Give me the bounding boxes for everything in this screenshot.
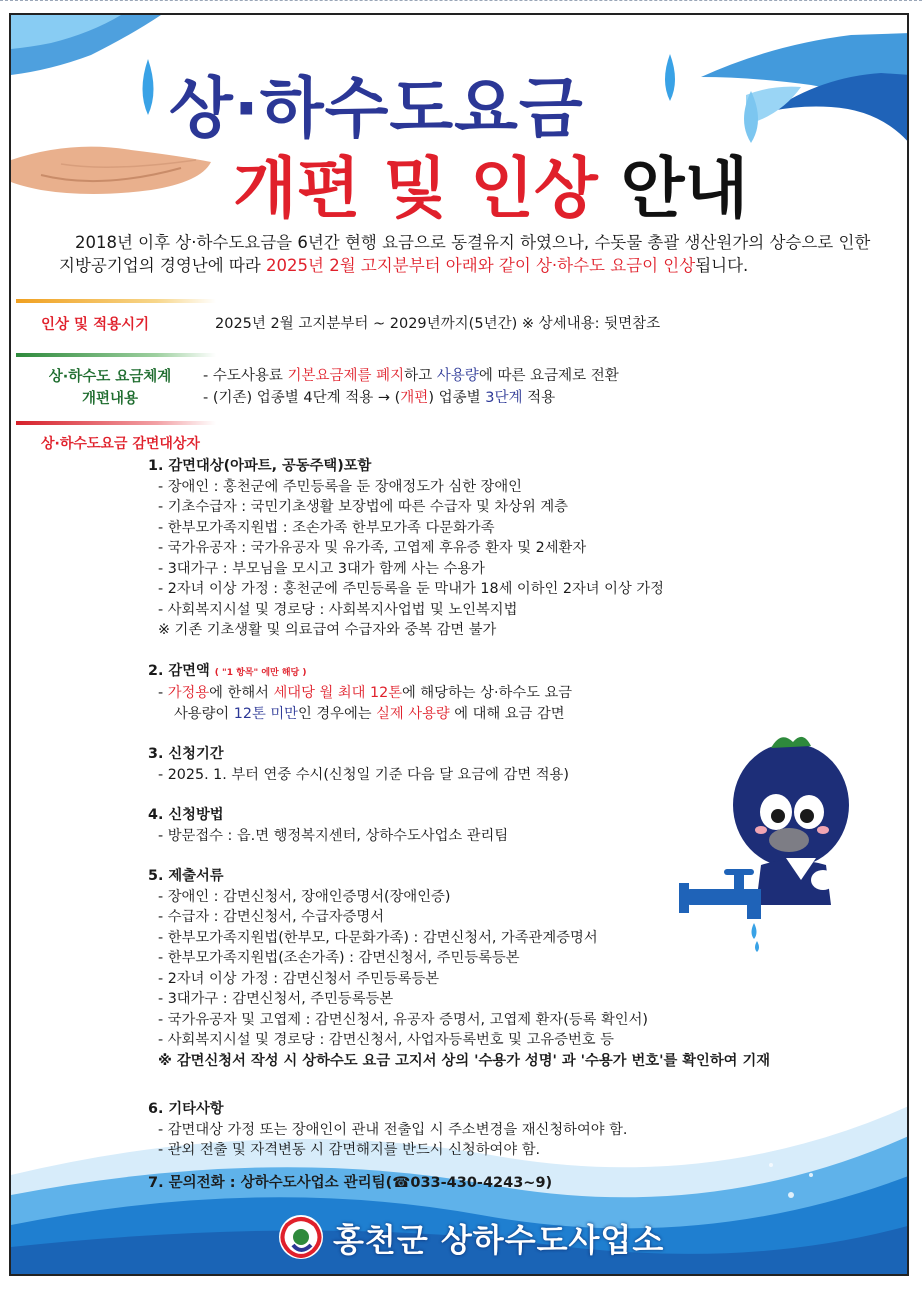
intro-end: 됩니다.	[695, 256, 749, 275]
item2-line2	[148, 704, 770, 725]
item2-head-row	[148, 661, 770, 684]
top-dashed-border	[0, 0, 922, 7]
water-drop-icon	[133, 55, 163, 119]
list-item: - 한부모가족지원법(조손가족) : 감면신청서, 주민등록등본	[158, 950, 520, 966]
section2-line2	[203, 386, 555, 407]
text-red: 가정용	[167, 685, 210, 701]
list-item: - 사회복지시설 및 경로당 : 사회복지사업법 및 노인복지법	[158, 601, 518, 618]
item3-head: 3. 신청기간	[148, 746, 224, 762]
intro-highlight: 2025년 2월 고지분부터 아래와 같이 상·하수도 요금이 인상	[266, 256, 696, 275]
text: 에 따른 요금제로 전환	[478, 368, 619, 384]
section-divider	[16, 353, 216, 357]
list-item: - 3대가구 : 부모님을 모시고 3대가 함께 사는 수용가	[158, 560, 485, 577]
list-item: - 한부모가족지원법 : 조손가족 한부모가족 다문화가족	[158, 519, 495, 536]
text-red: 세대당 월 최대 12톤	[273, 685, 403, 701]
text: - 수도사용료	[203, 368, 288, 384]
list-item: - 2자녀 이상 가정 : 감면신청서 주민등록등본	[158, 970, 440, 987]
list-item: - 2자녀 이상 가정 : 홍천군에 주민등록을 둔 막내가 18세 이하인 2자녀 이상 가정	[158, 581, 664, 597]
list-item: - 국가유공자 : 국가유공자 및 유가족, 고엽제 후유증 환자 및 2세환자	[158, 540, 587, 556]
county-logo-icon	[273, 1211, 329, 1263]
item3-line: - 2025. 1. 부터 연중 수시(신청일 기준 다음 달 요금에 감면 적용)	[158, 766, 569, 783]
list-item: - 장애인 : 홍천군에 주민등록을 둔 장애정도가 심한 장애인	[158, 478, 522, 495]
item1-lines	[148, 477, 770, 641]
text: 에 대해 요금 감면	[449, 705, 565, 722]
item2-note: ( "1 항목" 에만 해당 )	[214, 667, 307, 678]
notice-poster	[9, 13, 909, 1276]
text: ) 업종별	[428, 390, 486, 406]
faucet-icon	[679, 853, 789, 953]
text: - (기존) 업종별 4단계 적용 → (	[203, 390, 401, 406]
list-item: ※ 기존 기초생활 및 의료급여 수급자와 중복 감면 불가	[158, 622, 497, 638]
text-blue: 3단계	[485, 390, 523, 406]
intro-paragraph	[59, 231, 889, 277]
contact-info: 7. 문의전화 : 상하수도사업소 관리팀(☎033-430-4243~9)	[148, 1175, 553, 1191]
section2-line1	[203, 364, 619, 385]
text: 적용	[522, 390, 556, 406]
water-drop-icon	[657, 51, 683, 105]
item5-lines	[148, 887, 770, 1072]
item4-line: - 방문접수 : 읍.면 행정복지센터, 상하수도사업소 관리팀	[158, 827, 509, 844]
title-suffix: 안내	[620, 150, 749, 227]
list-item: - 수급자 : 감면신청서, 수급자증명서	[158, 909, 385, 925]
list-item: - 장애인 : 감면신청서, 장애인증명서(장애인증)	[158, 888, 451, 905]
section-divider	[16, 299, 216, 303]
section1-label: 인상 및 적용시기	[41, 317, 150, 333]
text-red: 기본요금제를 폐지	[287, 368, 405, 384]
item5-head: 5. 제출서류	[148, 868, 224, 884]
item4-head: 4. 신청방법	[148, 807, 224, 823]
text-blue: 12톤 미만	[233, 705, 298, 722]
text-red: 개편	[400, 390, 429, 406]
section2-label-2: 개편내용	[81, 391, 139, 407]
text: -	[158, 685, 168, 701]
list-item: - 국가유공자 및 고엽제 : 감면신청서, 유공자 증명서, 고엽제 환자(등록 확인서)	[158, 1011, 648, 1028]
text: 인 경우에는	[297, 705, 377, 722]
section3-label: 상·하수도요금 감면대상자	[41, 436, 200, 452]
item6-head: 6. 기타사항	[148, 1101, 224, 1117]
organization-name: 홍천군 상하수도사업소	[333, 1221, 665, 1259]
text: 사용량이	[174, 705, 234, 722]
intro-text: 2018년 이후 상·하수도요금을 6년간 현행 요금으로 동결유지 하였으나, 수돗물 총괄 생산원가의 상승으로 인한 지방공기업의 경영난에 따라	[59, 233, 871, 275]
item2-line1	[148, 683, 770, 704]
title-highlight: 개편 및 인상	[233, 150, 598, 227]
list-item: - 3대가구 : 감면신청서, 주민등록등본	[158, 991, 394, 1007]
title-line2	[233, 135, 748, 230]
section1-content: 2025년 2월 고지분부터 ~ 2029년까지(5년간) ※ 상세내용: 뒷면참조	[215, 316, 661, 332]
text: 에 한해서	[209, 685, 274, 701]
list-item-note: ※ 감면신청서 작성 시 상하수도 요금 고지서 상의 '수용가 성명' 과 '수용가 번호'를 확인하여 기재	[158, 1052, 771, 1069]
text-red: 실제 사용량	[376, 705, 450, 722]
text: 에 해당하는 상·하수도 요금	[402, 685, 573, 701]
reduction-list	[148, 456, 770, 1071]
list-item: - 사회복지시설 및 경로당 : 감면신청서, 사업자등록번호 및 고유증번호 등	[158, 1032, 614, 1048]
text-blue: 사용량	[436, 368, 479, 384]
list-item: - 기초수급자 : 국민기초생활 보장법에 따른 수급자 및 차상위 계층	[158, 499, 568, 515]
other-notes	[148, 1099, 627, 1161]
list-item: - 한부모가족지원법(한부모, 다문화가족) : 감면신청서, 가족관계증명서	[158, 929, 598, 946]
text: 하고	[404, 368, 437, 384]
list-item: - 감면대상 가정 또는 장애인이 관내 전출입 시 주소변경을 재신청하여야 함.	[158, 1121, 628, 1138]
section-divider	[16, 421, 216, 425]
item2-head: 2. 감면액	[148, 662, 210, 679]
list-item: - 관외 전출 및 자격변동 시 감면해지를 반드시 신청하여야 함.	[158, 1142, 541, 1158]
section2-label-1: 상·하수도 요금체계	[48, 369, 172, 385]
item1-head: 1. 감면대상(아파트, 공동주택)포함	[148, 458, 372, 474]
title-line1: 상·하수도요금	[169, 70, 584, 147]
